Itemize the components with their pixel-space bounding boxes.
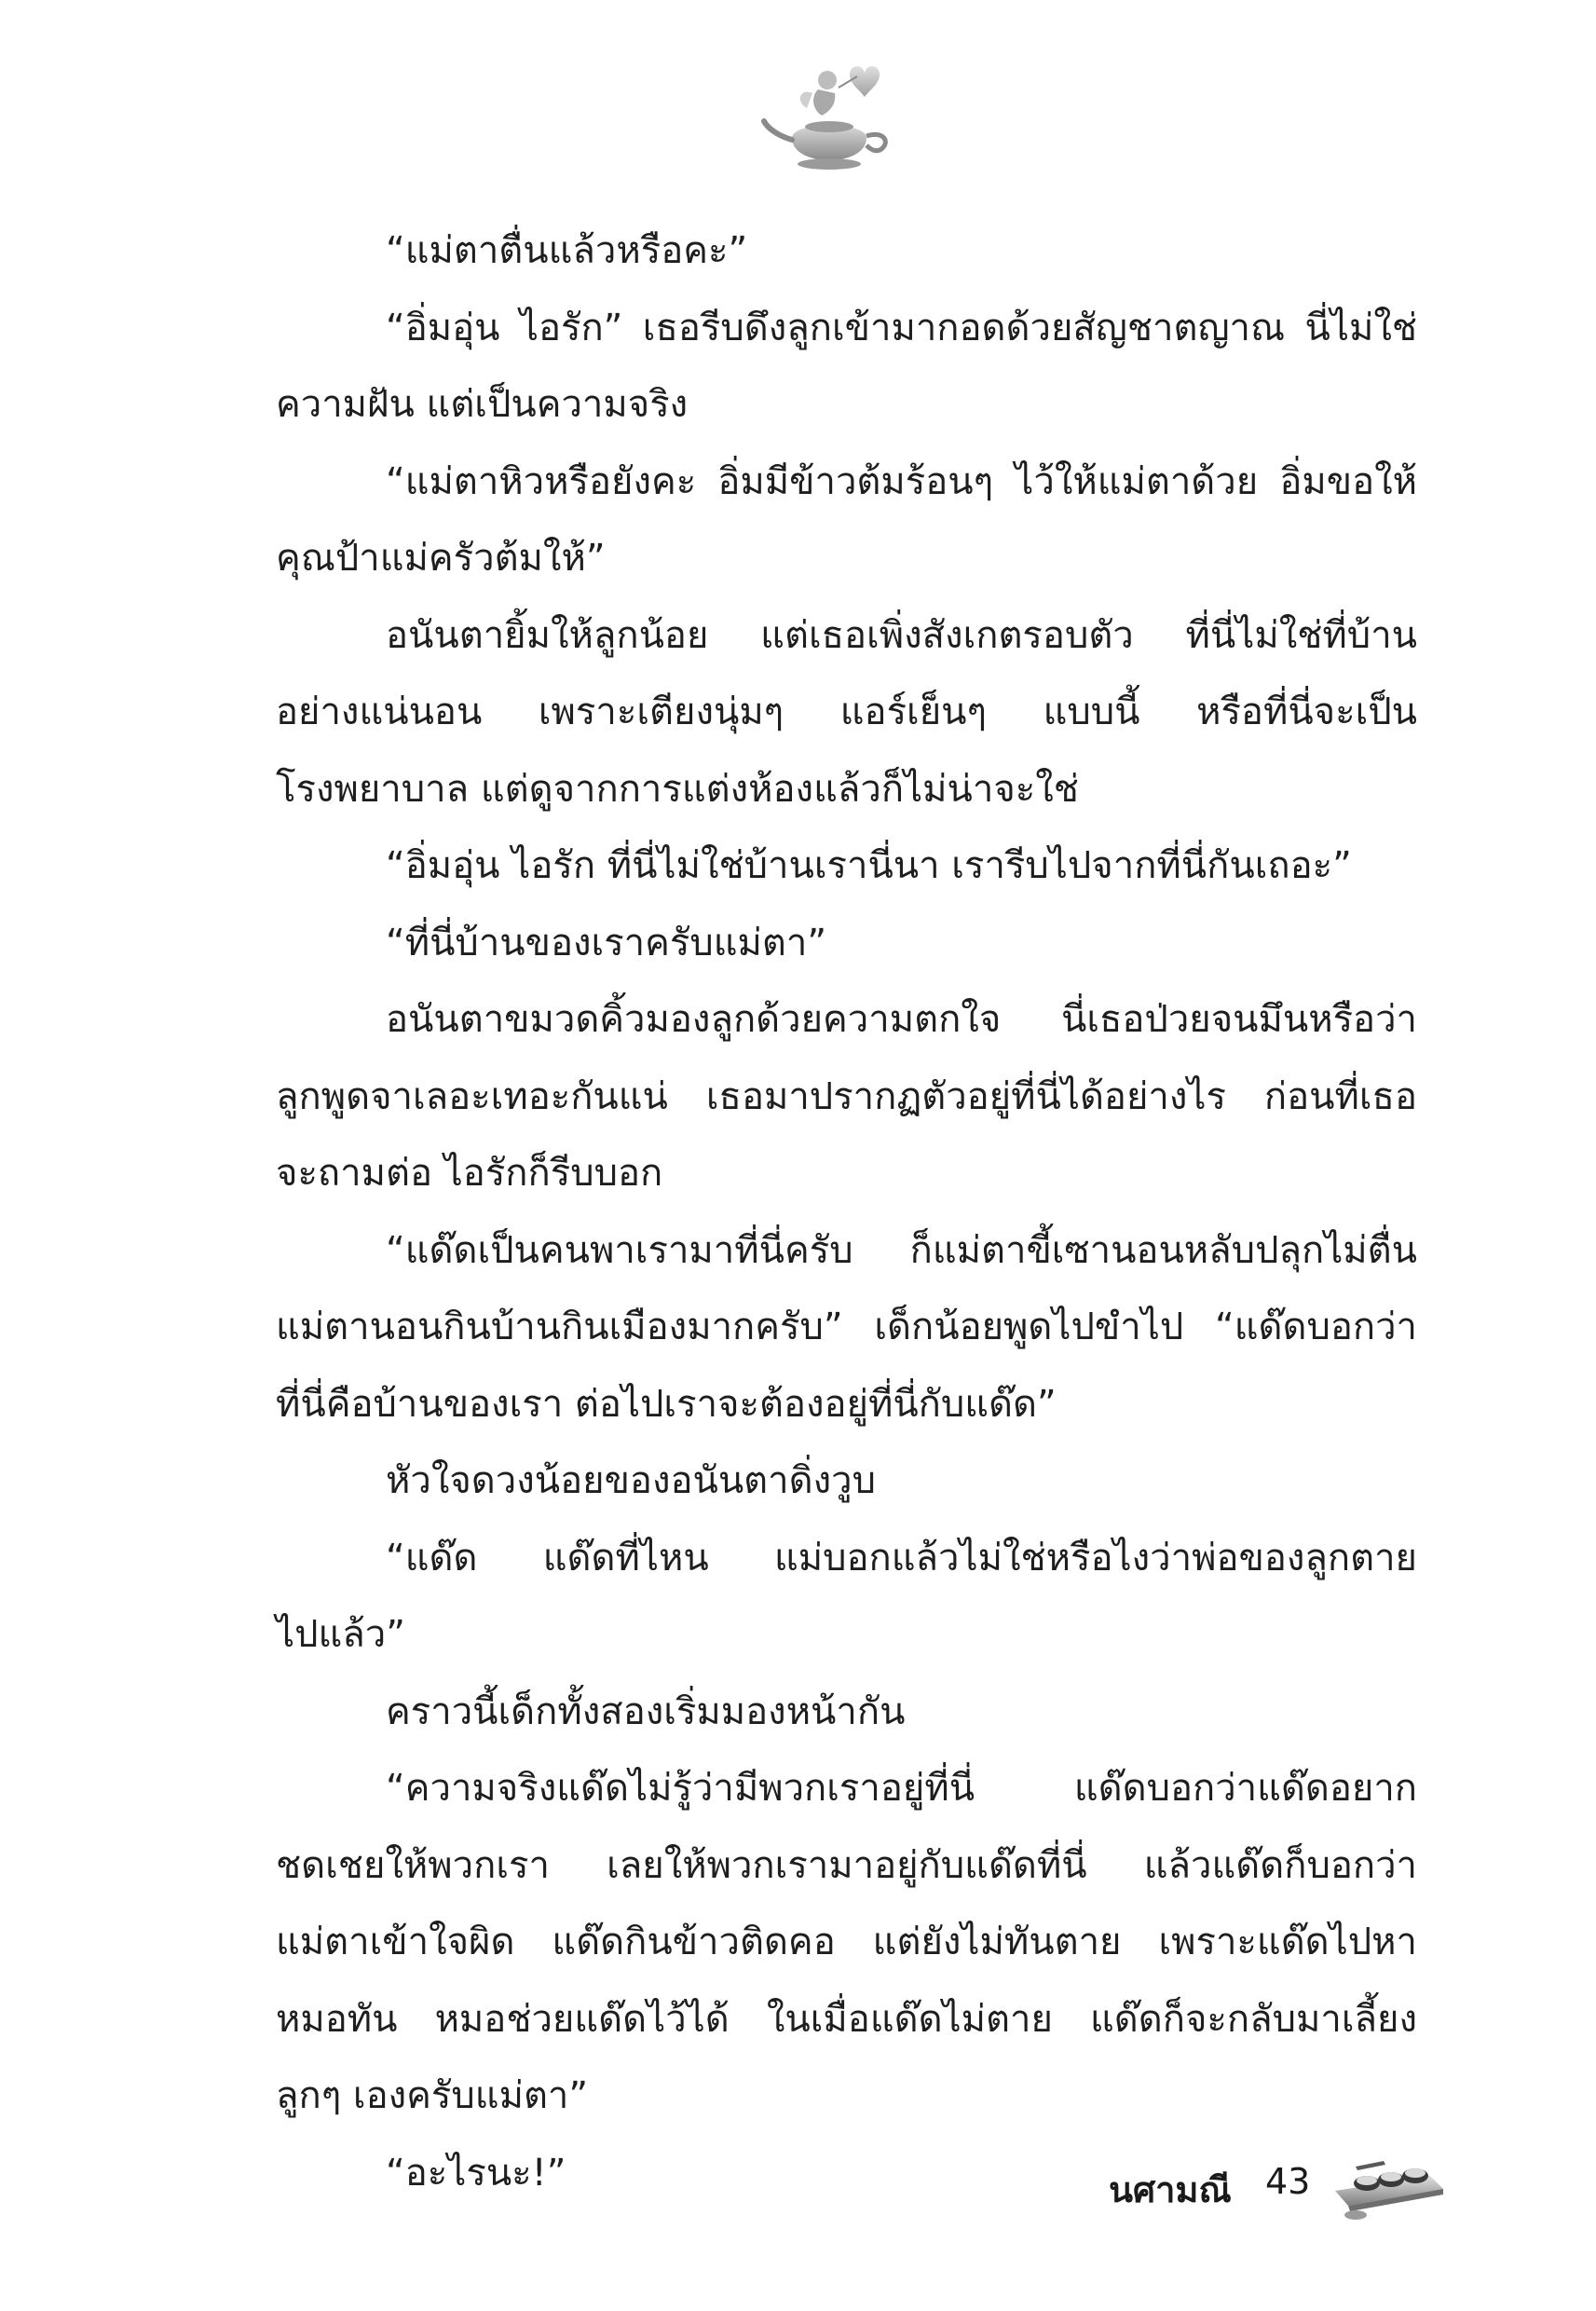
- paragraph-line: อนันตายิ้มให้ลูกน้อย แต่เธอเพิ่งสังเกตรอบตัว ที่นี่ไม่ใช่ที่บ้าน: [386, 613, 1417, 657]
- paragraph-line: “แม่ตาตื่นแล้วหรือคะ”: [386, 229, 748, 272]
- paragraph-line: จะถามต่อ ไอรักก็รีบบอก: [276, 1152, 663, 1195]
- page-footer: [1109, 2148, 1500, 2222]
- paragraph-line: ลูกพูดจาเลอะเทอะกันแน่ เธอมาปรากฏตัวอยู่ที่นี่ได้อย่างไร ก่อนที่เธอ: [276, 1074, 1417, 1118]
- paragraph-line: หัวใจดวงน้อยของอนันตาดิ่งวูบ: [386, 1459, 876, 1502]
- paragraph-line: ไปแล้ว”: [276, 1613, 405, 1656]
- teapot-cupid-ornament-icon: [755, 56, 904, 177]
- paragraph-line: แม่ตาเข้าใจผิด แด๊ดกินข้าวติดคอ แต่ยังไม่ทันตาย เพราะแด๊ดไปหา: [276, 1921, 1417, 1963]
- paragraph-line: ลูกๆ เองครับแม่ตา”: [276, 2074, 589, 2117]
- paragraph-line: แม่ตานอนกินบ้านกินเมืองมากครับ” เด็กน้อยพูดไปขำไป “แด๊ดบอกว่า: [276, 1306, 1417, 1348]
- paragraph-line: อนันตาขมวดคิ้วมองลูกด้วยความตกใจ นี่เธอป่วยจนมึนหรือว่า: [386, 998, 1417, 1041]
- paragraph-line: ที่นี่คือบ้านของเรา ต่อไปเราจะต้องอยู่ที่นี่กับแด๊ด”: [276, 1382, 1057, 1426]
- paragraph-line: ชดเชยให้พวกเรา เลยให้พวกเรามาอยู่กับแด๊ดที่นี่ แล้วแด๊ดก็บอกว่า: [276, 1843, 1417, 1887]
- paragraph-line: “อิ่มอุ่น ไอรัก ที่นี่ไม่ใช่บ้านเรานี่นา เรารีบไปจากที่นี่กันเถอะ”: [386, 844, 1352, 887]
- paragraph-line: “ความจริงแด๊ดไม่รู้ว่ามีพวกเราอยู่ที่นี่ แด๊ดบอกว่าแด๊ดอยาก: [386, 1767, 1417, 1810]
- paragraph-line: “อะไรนะ!”: [386, 2151, 566, 2195]
- paragraph-line: “แด๊ด แด๊ดที่ไหน แม่บอกแล้วไม่ใช่หรือไงว่าพ่อของลูกตาย: [386, 1536, 1417, 1579]
- paragraph-line: อย่างแน่นอน เพราะเตียงนุ่มๆ แอร์เย็นๆ แบบนี้ หรือที่นี่จะเป็น: [276, 691, 1417, 733]
- paragraph-line: “อิ่มอุ่น ไอรัก” เธอรีบดึงลูกเข้ามากอดด้วยสัญชาตญาณ นี่ไม่ใช่: [386, 306, 1417, 349]
- paragraph-line: “แม่ตาหิวหรือยังคะ อิ่มมีข้าวต้มร้อนๆ ไว้ให้แม่ตาด้วย อิ่มขอให้: [386, 459, 1417, 503]
- paragraph-line: โรงพยาบาล แต่ดูจากการแต่งห้องแล้วก็ไม่น่าจะใช่: [276, 767, 1079, 811]
- paragraph-line: ความฝัน แต่เป็นความจริง: [276, 383, 689, 426]
- paragraph-line: หมอทัน หมอช่วยแด๊ดไว้ได้ ในเมื่อแด๊ดไม่ตาย แด๊ดก็จะกลับมาเลี้ยง: [276, 1997, 1417, 2041]
- paragraph-line: “ที่นี่บ้านของเราครับแม่ตา”: [386, 921, 827, 964]
- body-text: [276, 212, 1417, 2211]
- sushi-plate-ornament-icon: [1328, 2148, 1449, 2222]
- page-number: 43: [1265, 2161, 1311, 2202]
- paragraph-line: คราวนี้เด็กทั้งสองเริ่มมองหน้ากัน: [386, 1689, 906, 1733]
- paragraph-line: “แด๊ดเป็นคนพาเรามาที่นี่ครับ ก็แม่ตาขี้เซานอนหลับปลุกไม่ตื่น: [386, 1228, 1417, 1272]
- author-name: นศามณี: [1109, 2169, 1232, 2210]
- paragraph-line: คุณป้าแม่ครัวต้มให้”: [276, 537, 606, 580]
